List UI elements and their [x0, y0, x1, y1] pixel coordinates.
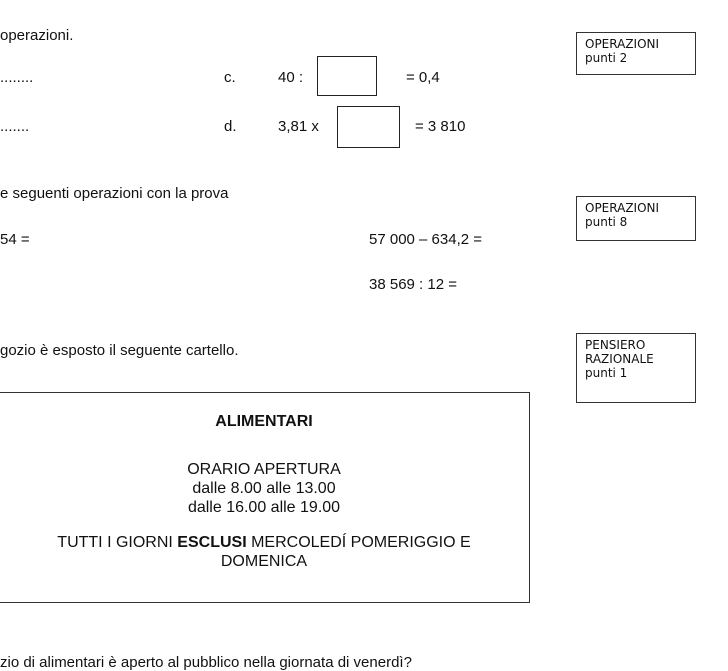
notice-hours-title: ORARIO APERTURA	[187, 461, 341, 478]
operation-2: 57 000 – 634,2 =	[369, 231, 483, 248]
badge-operazioni-8	[576, 196, 696, 241]
operation-3: 38 569 : 12 =	[369, 276, 457, 293]
notice-hours-afternoon: dalle 16.00 alle 19.00	[187, 499, 341, 516]
item-d-answer-box[interactable]	[337, 106, 400, 148]
section2-intro: e seguenti operazioni con la prova	[0, 185, 229, 202]
exclusion-post-line2: DOMENICA	[220, 553, 308, 570]
item-d-label: d.	[224, 118, 237, 135]
operation-1: 54 =	[0, 231, 30, 248]
question-text: zio di alimentari è aperto al pubblico nella giornata di venerdì?	[0, 654, 412, 671]
badge-line: OPERAZIONI	[585, 37, 660, 51]
badge-pensiero-razionale	[576, 333, 696, 403]
exclusion-pre: TUTTI I GIORNI	[57, 534, 173, 551]
item-c-left: 40 :	[278, 69, 304, 86]
item-c-label: c.	[224, 69, 236, 86]
item-d-right: = 3 810	[415, 118, 466, 135]
badge-line: punti 1	[585, 366, 628, 380]
item-b-dots: .......	[0, 118, 30, 135]
exclusion-post: MERCOLEDÍ POMERIGGIO E	[251, 534, 471, 551]
notice-hours	[0, 460, 529, 517]
section3-intro: gozio è esposto il seguente cartello.	[0, 342, 239, 359]
badge-line: PENSIERO	[585, 338, 646, 352]
section1-intro: operazioni.	[0, 27, 74, 44]
item-a-dots: ........	[0, 69, 34, 86]
notice-hours-morning: dalle 8.00 alle 13.00	[192, 480, 336, 497]
badge-line: punti 2	[585, 51, 628, 65]
notice-title: ALIMENTARI	[215, 413, 313, 430]
item-c-right: = 0,4	[406, 69, 440, 86]
badge-line: RAZIONALE	[585, 352, 654, 366]
shop-notice-sign	[0, 392, 530, 603]
notice-exclusion	[0, 533, 529, 571]
item-c-answer-box[interactable]	[317, 56, 377, 96]
badge-line: OPERAZIONI	[585, 201, 660, 215]
item-d-left: 3,81 x	[278, 118, 319, 135]
exclusion-bold: ESCLUSI	[177, 534, 247, 551]
badge-operazioni-2	[576, 32, 696, 75]
badge-line: punti 8	[585, 215, 628, 229]
